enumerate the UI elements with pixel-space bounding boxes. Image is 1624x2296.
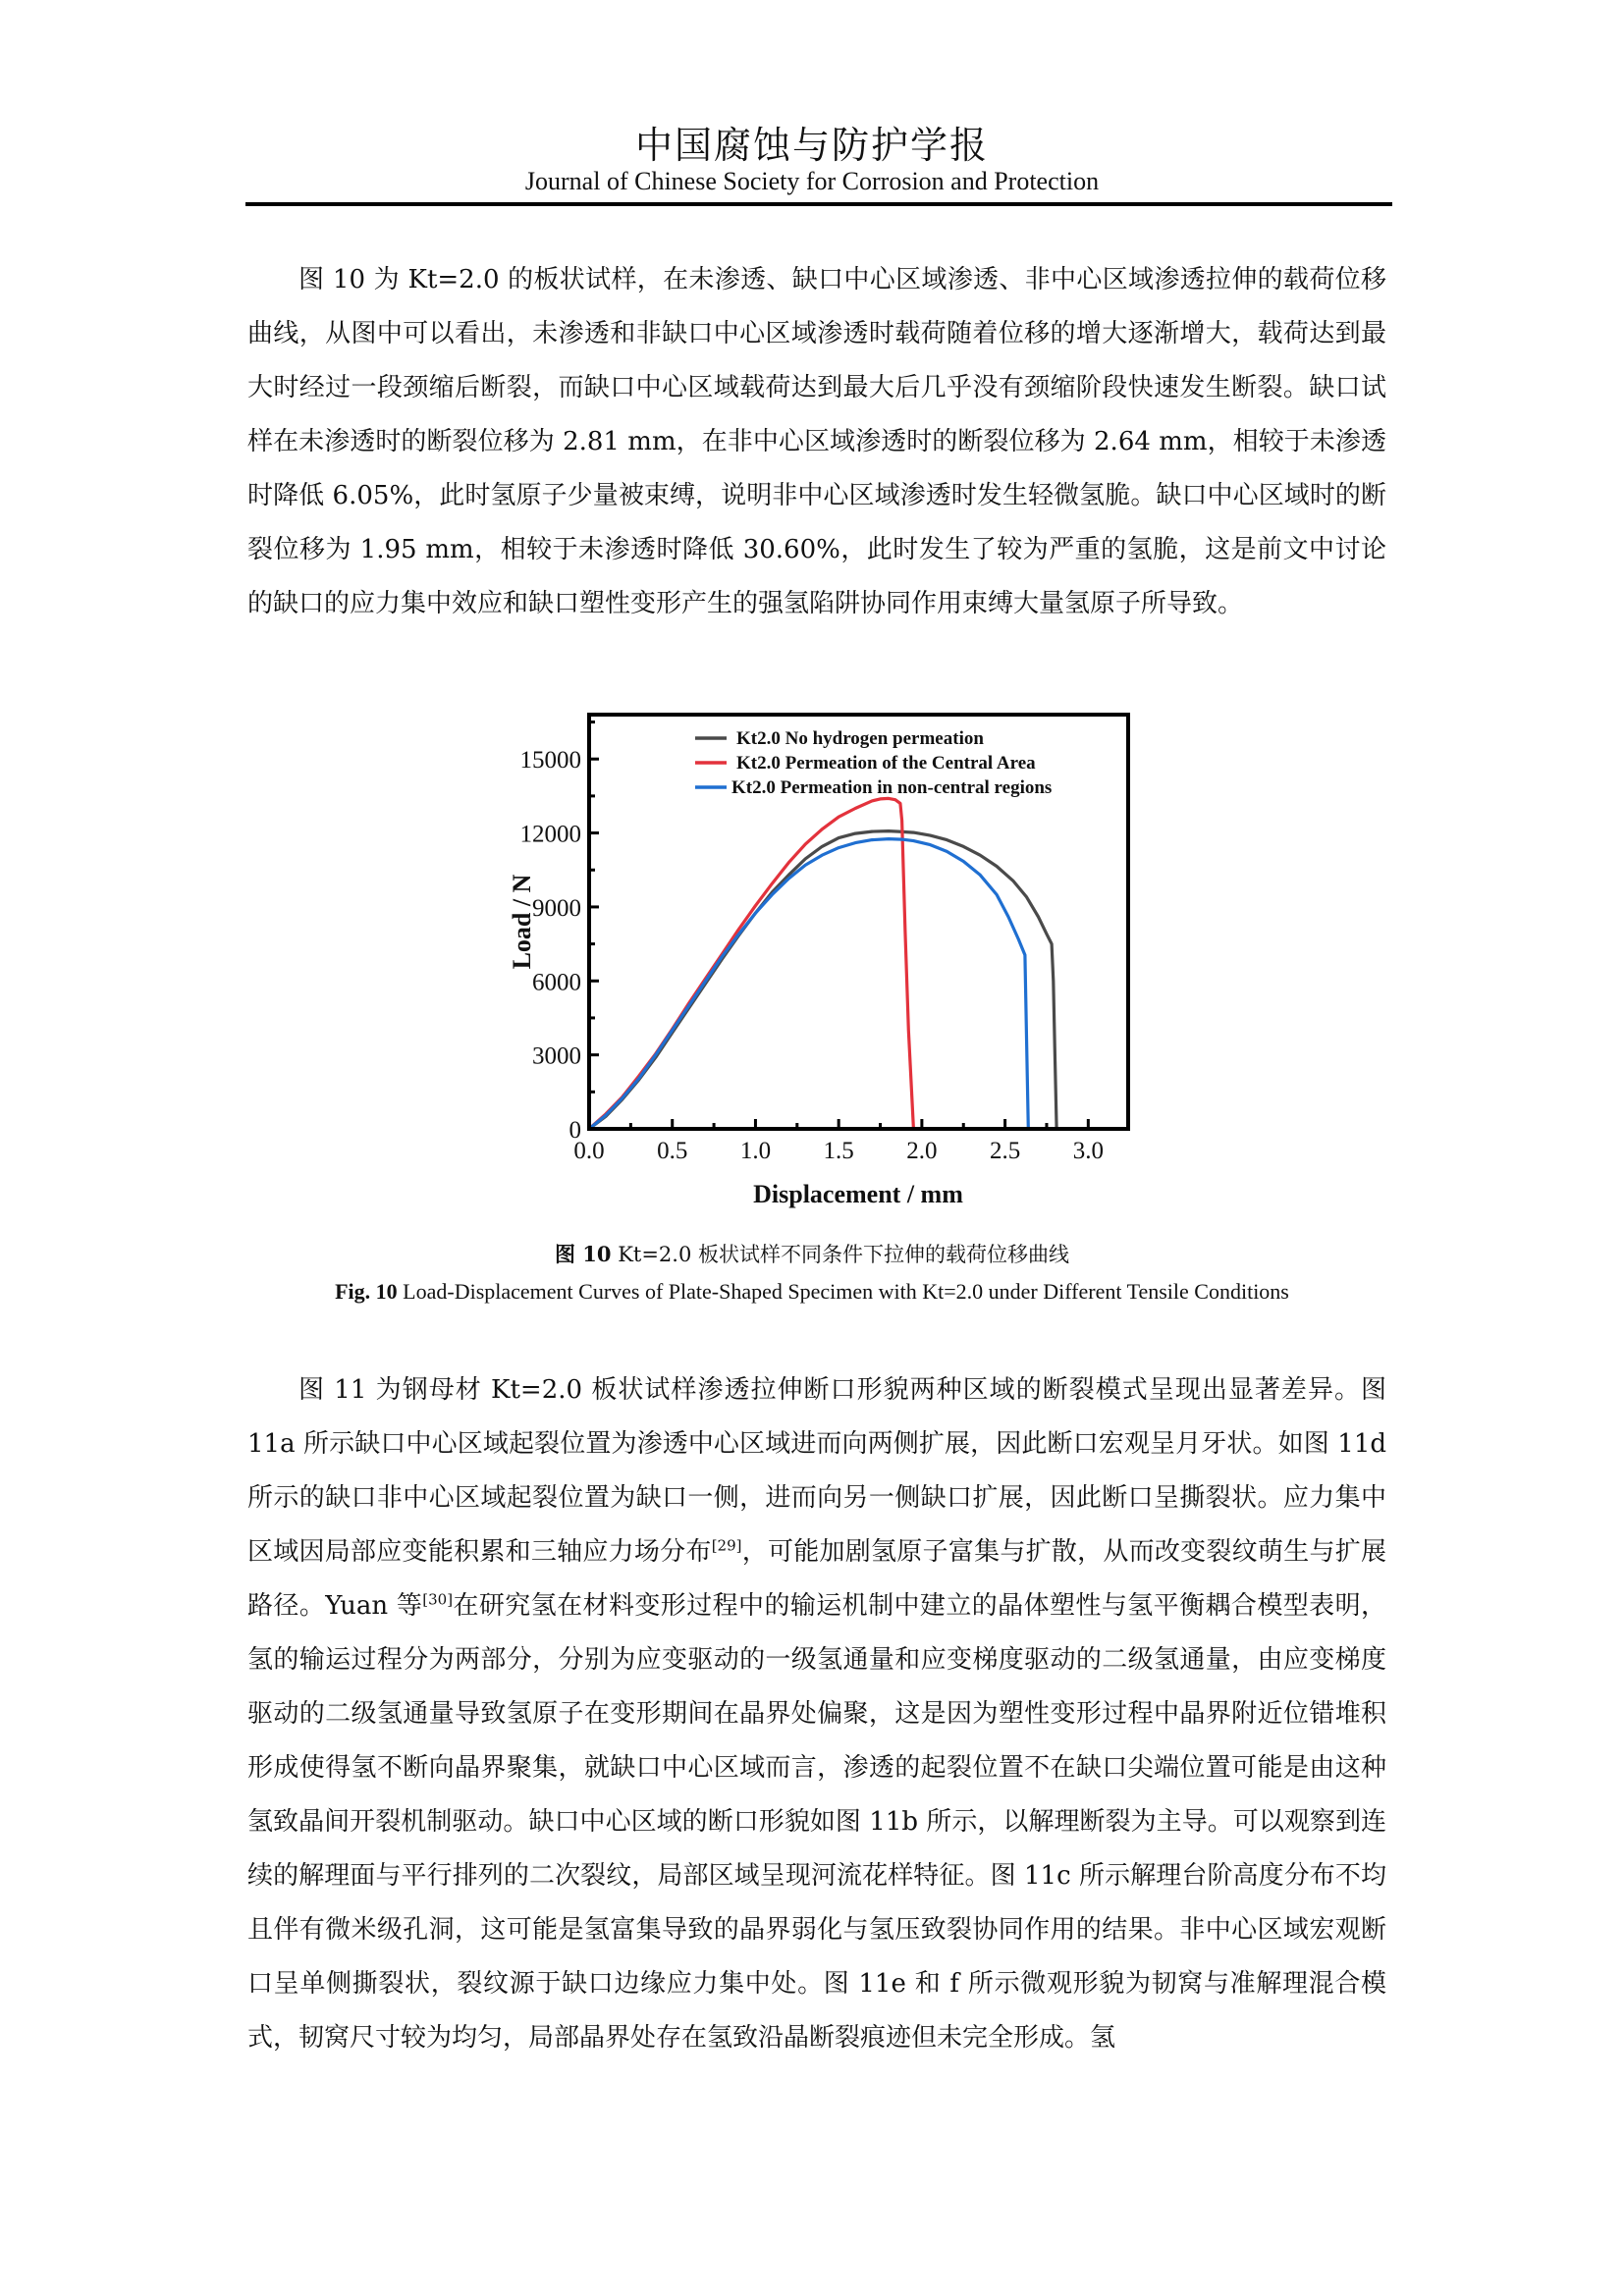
y-tick-label: 3000 bbox=[532, 1042, 581, 1070]
paragraph-text: 图 11 为钢母材 Kt=2.0 板状试样渗透拉伸断口形貌两种区域的断裂模式呈现出显著差异。图 11a 所示缺口中心区域起裂位置为渗透中心区域进而向两侧扩展，因此断口宏观呈月牙状。如图 11d 所示的缺口非中心区域起裂位置为缺口一侧，进而向另一侧缺口扩展，因此断口呈撕裂状。应力集中区域因局部应变能积累和三轴应力场分布 bbox=[247, 1375, 1386, 1567]
plot-lines bbox=[589, 798, 1056, 1129]
citation-30[interactable]: [30] bbox=[422, 1590, 454, 1609]
paragraph-fig11-discussion bbox=[247, 1363, 1386, 2065]
load-displacement-chart bbox=[432, 697, 1198, 1227]
y-tick-label: 0 bbox=[568, 1117, 581, 1144]
paragraph-text: 在研究氢在材料变形过程中的输运机制中建立的晶体塑性与氢平衡耦合模型表明，氢的输运过程分为两部分，分别为应变驱动的一级氢通量和应变梯度驱动的二级氢通量，由应变梯度驱动的二级氢通量导致氢原子在变形期间在晶界处偏聚，这是因为塑性变形过程中晶界附近位错堆积形成使得氢不断向晶界聚集，就缺口中心区域而言，渗透的起裂位置不在缺口尖端位置可能是由这种氢致晶间开裂机制驱动。缺口中心区域的断口形貌如图 11b 所示，以解理断裂为主导。可以观察到连续的解理面与平行排列的二次裂纹，局部区域呈现河流花样特征。图 11c 所示解理台阶高度分布不均且伴有微米级孔洞，这可能是氢富集导致的晶界弱化与氢压致裂协同作用的结果。非中心区域宏观断口呈单侧撕裂状，裂纹源于缺口边缘应力集中处。图 11e 和 f 所示微观形貌为韧窝与准解理混合模式，韧窝尺寸较为均匀，局部晶界处存在氢致沿晶断裂痕迹但未完全形成。氢 bbox=[247, 1591, 1386, 2053]
x-tick-label: 3.0 bbox=[1072, 1138, 1104, 1164]
paragraph-text: ，可能加剧氢原子富集与扩散，从而改变裂纹萌生与扩展路径。Yuan 等 bbox=[247, 1537, 1386, 1621]
citation-29[interactable]: [29] bbox=[711, 1536, 742, 1555]
x-tick-label: 2.5 bbox=[989, 1138, 1021, 1164]
header-divider bbox=[245, 202, 1392, 206]
legend-label: Kt2.0 Permeation in non-central regions bbox=[731, 777, 1053, 798]
y-tick-label: 6000 bbox=[532, 969, 581, 996]
legend-label: Kt2.0 Permeation of the Central Area bbox=[736, 753, 1036, 774]
x-tick-label: 1.5 bbox=[823, 1138, 854, 1164]
figure-caption-cn bbox=[0, 1239, 1624, 1268]
chart-legend bbox=[695, 728, 1052, 798]
paragraph-fig10-discussion: 图 10 为 Kt=2.0 的板状试样，在未渗透、缺口中心区域渗透、非中心区域渗透拉伸的载荷位移曲线，从图中可以看出，未渗透和非缺口中心区域渗透时载荷随着位移的增大逐渐增大，载荷达到最大时经过一段颈缩后断裂，而缺口中心区域载荷达到最大后几乎没有颈缩阶段快速发生断裂。缺口试样在未渗透时的断裂位移为 2.81 mm，在非中心区域渗透时的断裂位移为 2.64 mm，相较于未渗透时降低 6.05%，此时氢原子少量被束缚，说明非中心区域渗透时发生轻微氢脆。缺口中心区域时的断裂位移为 1.95 mm，相较于未渗透时降低 30.60%，此时发生了较为严重的氢脆，这是前文中讨论的缺口的应力集中效应和缺口塑性变形产生的强氢陷阱协同作用束缚大量氢原子所导致。 bbox=[247, 265, 1386, 618]
y-tick-label: 9000 bbox=[532, 894, 581, 922]
figure-10 bbox=[432, 697, 1198, 1227]
series-line-3 bbox=[589, 839, 1028, 1129]
journal-title-cn: 中国腐蚀与防护学报 bbox=[634, 124, 989, 167]
caption-en-label: Fig. 10 bbox=[335, 1279, 398, 1304]
figure-caption-en bbox=[0, 1279, 1624, 1305]
y-tick-label: 12000 bbox=[519, 821, 581, 848]
legend-label: Kt2.0 No hydrogen permeation bbox=[736, 728, 984, 749]
caption-cn-text: Kt=2.0 板状试样不同条件下拉伸的载荷位移曲线 bbox=[611, 1243, 1070, 1266]
caption-en-text: Load-Displacement Curves of Plate-Shaped Specimen with Kt=2.0 under Different Tensile Conditions bbox=[397, 1279, 1289, 1304]
journal-title-en: Journal of Chinese Society for Corrosion and Protection bbox=[524, 167, 1100, 195]
caption-cn-label: 图 10 bbox=[554, 1242, 612, 1266]
x-axis-title: Displacement / mm bbox=[753, 1180, 963, 1208]
y-axis-title: Load / N bbox=[508, 874, 536, 970]
series-line-1 bbox=[589, 831, 1056, 1129]
x-axis-ticks bbox=[573, 1119, 1104, 1164]
x-tick-label: 2.0 bbox=[906, 1138, 938, 1164]
x-tick-label: 1.0 bbox=[739, 1138, 772, 1164]
y-tick-label: 15000 bbox=[519, 747, 581, 774]
x-tick-label: 0.0 bbox=[573, 1138, 605, 1164]
x-tick-label: 0.5 bbox=[657, 1138, 688, 1164]
